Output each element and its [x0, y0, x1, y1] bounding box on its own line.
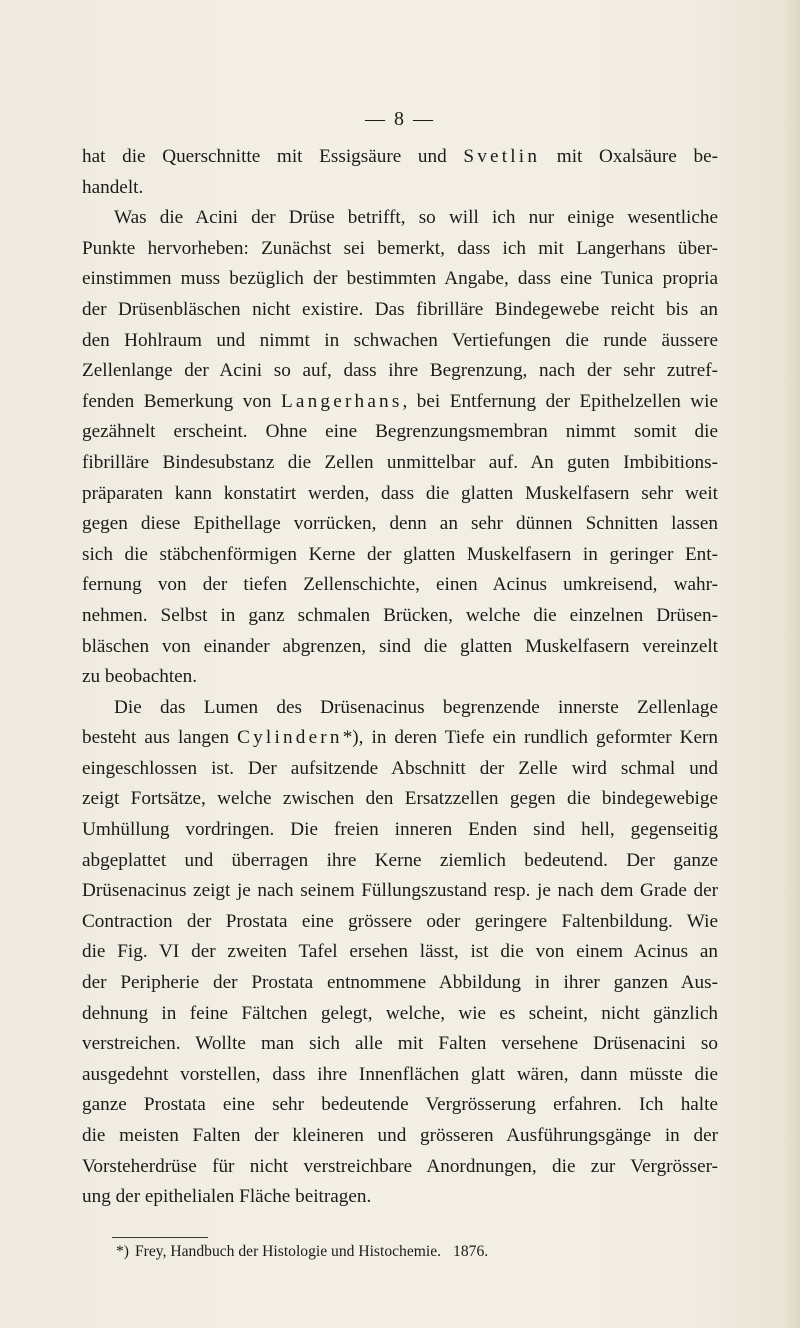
text-line: Contraction der Prostata eine grössere oder geringere Faltenbildung. Wie [82, 910, 718, 932]
text-line: handelt. [82, 176, 144, 198]
text-line: Was die Acini der Drüse betrifft, so will ich nur einige wesentliche [114, 207, 718, 229]
text-line: verstreichen. Wollte man sich alle mit Falten versehene Drüsenacini so [82, 1033, 718, 1055]
footnote-divider [112, 1237, 208, 1238]
text-line: die Fig. VI der zweiten Tafel ersehen lässt, ist die von einem Acinus an [82, 941, 718, 963]
text-line: präparaten kann konstatirt werden, dass die glatten Muskelfasern sehr weit [82, 482, 718, 504]
text-line: Umhüllung vordringen. Die freien inneren Enden sind hell, gegenseitig [82, 819, 718, 841]
text-line: gezähnelt erscheint. Ohne eine Begrenzungsmembran nimmt somit die [82, 421, 718, 443]
text-line: besteht aus langen Cylindern*), in deren Tiefe ein rundlich geformter Kern [82, 727, 718, 749]
text-line: ausgedehnt vorstellen, dass ihre Innenflächen glatt wären, dann müsste die [82, 1063, 718, 1085]
footnote-marker: *) [116, 1243, 129, 1260]
text-line: den Hohlraum und nimmt in schwachen Vertiefungen die runde äussere [82, 329, 718, 351]
text-line: fibrilläre Bindesubstanz die Zellen unmittelbar auf. An guten Imbibitions- [82, 451, 718, 473]
text-line: dehnung in feine Fältchen gelegt, welche, wie es scheint, nicht gänzlich [82, 1002, 718, 1024]
text-line: abgeplattet und überragen ihre Kerne ziemlich bedeutend. Der ganze [82, 849, 718, 871]
text-line: der Peripherie der Prostata entnommene Abbildung in ihrer ganzen Aus- [82, 972, 718, 994]
text-line: eingeschlossen ist. Der aufsitzende Abschnitt der Zelle wird schmal und [82, 757, 718, 779]
text-line: fernung von der tiefen Zellenschichte, einen Acinus umkreisend, wahr- [82, 574, 718, 596]
text-line: Drüsenacinus zeigt je nach seinem Füllungszustand resp. je nach dem Grade der [82, 880, 718, 902]
text-line: gegen diese Epithellage vorrücken, denn an sehr dünnen Schnitten lassen [82, 513, 718, 535]
text-line: einstimmen muss bezüglich der bestimmten Angabe, dass eine Tunica propria [82, 268, 718, 290]
page-edge-shadow [782, 0, 800, 1328]
body-text [82, 142, 718, 1213]
text-line: ganze Prostata eine sehr bedeutende Vergrösserung erfahren. Ich halte [82, 1094, 718, 1116]
text-line: ung der epithelialen Fläche beitragen. [82, 1186, 372, 1208]
text-line: Punkte hervorheben: Zunächst sei bemerkt, dass ich mit Langerhans über- [82, 237, 718, 259]
spaced-name: Cylindern [237, 727, 343, 749]
text-line: nehmen. Selbst in ganz schmalen Brücken, welche die einzelnen Drüsen- [82, 604, 718, 626]
text-line: Die das Lumen des Drüsenacinus begrenzende innerste Zellenlage [114, 696, 718, 718]
text-line: die meisten Falten der kleineren und grösseren Ausführungsgänge in der [82, 1125, 718, 1146]
text-line: Zellenlange der Acini so auf, dass ihre Begrenzung, nach der sehr zutref- [82, 360, 718, 382]
text-line: zu beobachten. [82, 666, 198, 688]
text-line: bläschen von einander abgrenzen, sind die glatten Muskelfasern vereinzelt [82, 635, 718, 657]
spaced-name: Langerhans [281, 390, 403, 412]
text-line: zeigt Fortsätze, welche zwischen den Ersatzzellen gegen die bindegewebige [82, 788, 718, 810]
text-line: der Drüsenbläschen nicht existire. Das fibrilläre Bindegewebe reicht bis an [82, 298, 718, 320]
footnote [116, 1242, 488, 1262]
text-line: sich die stäbchenförmigen Kerne der glatten Muskelfasern in geringer Ent- [82, 543, 718, 565]
footnote-year: 1876. [453, 1243, 489, 1260]
text-line: hat die Querschnitte mit Essigsäure und Svetlin mit Oxalsäure be- [82, 146, 718, 167]
footnote-citation: Frey, Handbuch der Histologie und Histochemie. [135, 1243, 442, 1260]
spaced-name: Svetlin [463, 146, 541, 167]
page-number: — 8 — [365, 108, 435, 130]
text-line: fenden Bemerkung von Langerhans, bei Entfernung der Epithelzellen wie [82, 390, 718, 412]
text-line: Vorsteherdrüse für nicht verstreichbare Anordnungen, die zur Vergrösser- [82, 1155, 718, 1177]
